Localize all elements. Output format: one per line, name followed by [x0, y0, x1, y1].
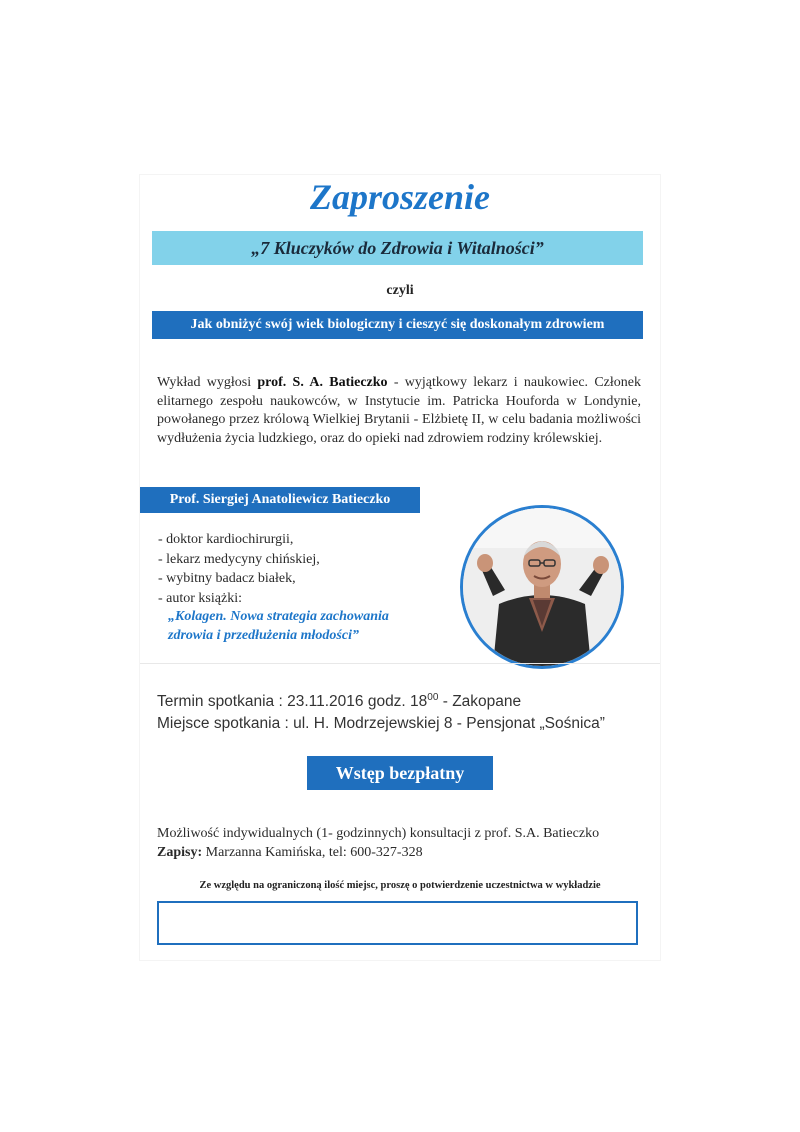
registration-contact: Marzanna Kamińska, tel: 600-327-328	[202, 844, 423, 860]
free-entry-band: Wstęp bezpłatny	[307, 756, 493, 790]
meeting-city: - Zakopane	[438, 693, 522, 711]
list-item: - lekarz medycyny chińskiej,	[158, 551, 320, 567]
list-item: - doktor kardiochirurgii,	[158, 532, 294, 547]
connector-text: czyli	[386, 283, 414, 298]
registration-label: Zapisy:	[157, 844, 203, 860]
speaker-name-band: Prof. Siergiej Anatoliewicz Batieczko	[140, 487, 420, 513]
registration-line	[157, 844, 657, 863]
confirmation-note: Ze względu na ograniczoną ilość miejsc, proszę o potwierdzenie uczestnictwa w wykładzie	[199, 880, 601, 891]
credentials-list	[158, 530, 458, 608]
meeting-date-label: Termin spotkania :	[157, 693, 288, 711]
subtitle-band: „7 Kluczyków do Zdrowia i Witalności”	[152, 231, 643, 265]
consultation-info	[157, 825, 657, 862]
list-item: - autor książki:	[158, 590, 242, 606]
meeting-date-value: 23.11.2016 godz. 18	[287, 693, 428, 711]
consultation-line: Możliwość indywidualnych (1- godzinnych) konsultacji z prof. S.A. Batieczko	[157, 826, 600, 841]
fold-line	[140, 663, 660, 664]
speaker-name: prof. S. A. Batieczko	[257, 375, 388, 390]
confirmation-box[interactable]	[157, 901, 638, 945]
meeting-hour-minutes: 00	[427, 692, 439, 703]
intro-lead: Wykład wygłosi	[157, 375, 258, 390]
tagline-band: Jak obniżyć swój wiek biologiczny i cieszyć się doskonałym zdrowiem	[152, 311, 643, 339]
intro-rest: - wyjątkowy lekarz i naukowiec. Członek elitarnego zespołu naukowców, w Instytucie im. Patricka Houforda w Londynie, powołanego przez królową Wielkiej Brytanii - Elżbietę II, w celu badania możliwości wydłużenia życia ludzkiego, oraz do opieki nad zdrowiem rodziny królewskiej.	[157, 375, 641, 446]
list-item: - wybitny badacz białek,	[158, 571, 296, 586]
speaker-photo	[460, 505, 624, 669]
flyer-title: Zaproszenie	[310, 177, 490, 217]
meeting-date-line	[157, 687, 657, 713]
meeting-details	[157, 687, 657, 735]
speaker-portrait-illustration	[463, 508, 621, 666]
meeting-place-line: Miejsce spotkania : ul. H. Modrzejewskiej 8 - Pensjonat „Sośnica”	[157, 715, 605, 733]
intro-paragraph	[157, 374, 641, 448]
book-title-line1: „Kolagen. Nowa strategia zachowania	[168, 609, 389, 624]
book-title-line2: zdrowia i przedłużenia młodości”	[168, 628, 359, 643]
book-title	[168, 607, 468, 645]
